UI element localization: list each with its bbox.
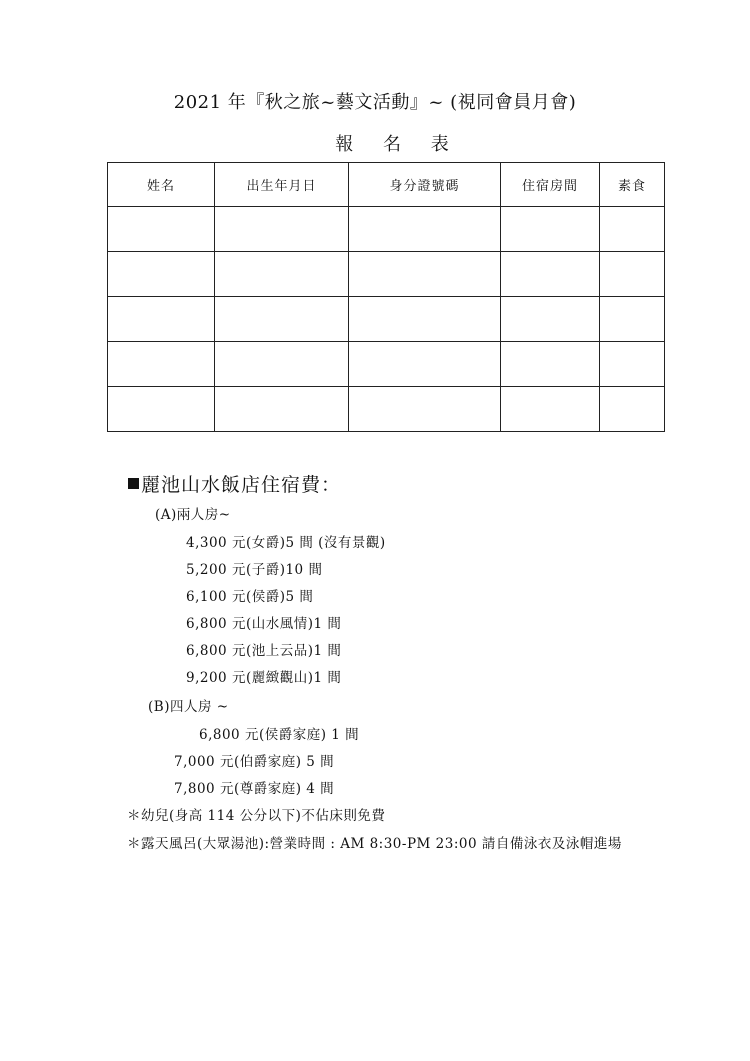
- birthdate-cell[interactable]: [215, 387, 349, 432]
- list-item: 6,100 元(侯爵)5 間: [186, 589, 314, 605]
- two-person-room-label: (A)兩人房~: [155, 507, 231, 523]
- vegetarian-cell[interactable]: [600, 342, 665, 387]
- square-bullet-icon: [128, 478, 139, 489]
- id-number-cell[interactable]: [349, 207, 501, 252]
- id-number-cell[interactable]: [349, 387, 501, 432]
- vegetarian-cell[interactable]: [600, 297, 665, 342]
- name-cell[interactable]: [108, 342, 215, 387]
- list-item: 6,800 元(山水風情)1 間: [186, 616, 342, 632]
- column-header-name: 姓名: [108, 163, 215, 207]
- room-cell[interactable]: [501, 207, 600, 252]
- column-header-id-number: 身分證號碼: [349, 163, 501, 207]
- column-header-birthdate: 出生年月日: [215, 163, 349, 207]
- table-row: [108, 387, 665, 432]
- list-item: 5,200 元(子爵)10 間: [186, 562, 323, 578]
- name-cell[interactable]: [108, 387, 215, 432]
- vegetarian-cell[interactable]: [600, 207, 665, 252]
- vegetarian-cell[interactable]: [600, 252, 665, 297]
- id-number-cell[interactable]: [349, 342, 501, 387]
- column-header-room: 住宿房間: [501, 163, 600, 207]
- column-header-vegetarian: 素食: [600, 163, 665, 207]
- list-item: 6,800 元(池上云品)1 間: [186, 643, 342, 659]
- room-cell[interactable]: [501, 297, 600, 342]
- id-number-cell[interactable]: [349, 252, 501, 297]
- lodging-heading-text: 麗池山水飯店住宿費：: [141, 474, 342, 496]
- note-child-free: ＊幼兒(身高 114 公分以下)不佔床則免費: [127, 808, 386, 824]
- note-hot-spring-hours: ＊露天風呂(大眾湯池):營業時間 : AM 8:30-PM 23:00 請自備泳衣及泳帽進場: [127, 836, 622, 852]
- list-item: 9,200 元(麗緻觀山)1 間: [186, 670, 342, 686]
- form-subtitle: 報 名 表: [335, 134, 461, 155]
- four-person-room-label: (B)四人房 ~: [148, 699, 229, 715]
- birthdate-cell[interactable]: [215, 342, 349, 387]
- list-item: 6,800 元(侯爵家庭) 1 間: [199, 727, 360, 743]
- list-item: 4,300 元(女爵)5 間 (沒有景觀): [186, 535, 386, 551]
- birthdate-cell[interactable]: [215, 207, 349, 252]
- table-header-row: [108, 163, 665, 207]
- id-number-cell[interactable]: [349, 297, 501, 342]
- name-cell[interactable]: [108, 207, 215, 252]
- birthdate-cell[interactable]: [215, 252, 349, 297]
- list-item: 7,000 元(伯爵家庭) 5 間: [174, 754, 335, 770]
- birthdate-cell[interactable]: [215, 297, 349, 342]
- table-row: [108, 297, 665, 342]
- name-cell[interactable]: [108, 252, 215, 297]
- page-title: 2021 年『秋之旅~藝文活動』~ (視同會員月會): [173, 92, 577, 113]
- room-cell[interactable]: [501, 342, 600, 387]
- name-cell[interactable]: [108, 297, 215, 342]
- table-row: [108, 207, 665, 252]
- lodging-section-heading: [128, 470, 341, 497]
- room-cell[interactable]: [501, 252, 600, 297]
- table-row: [108, 252, 665, 297]
- registration-table: [107, 162, 665, 432]
- vegetarian-cell[interactable]: [600, 387, 665, 432]
- list-item: 7,800 元(尊爵家庭) 4 間: [174, 781, 335, 797]
- room-cell[interactable]: [501, 387, 600, 432]
- table-row: [108, 342, 665, 387]
